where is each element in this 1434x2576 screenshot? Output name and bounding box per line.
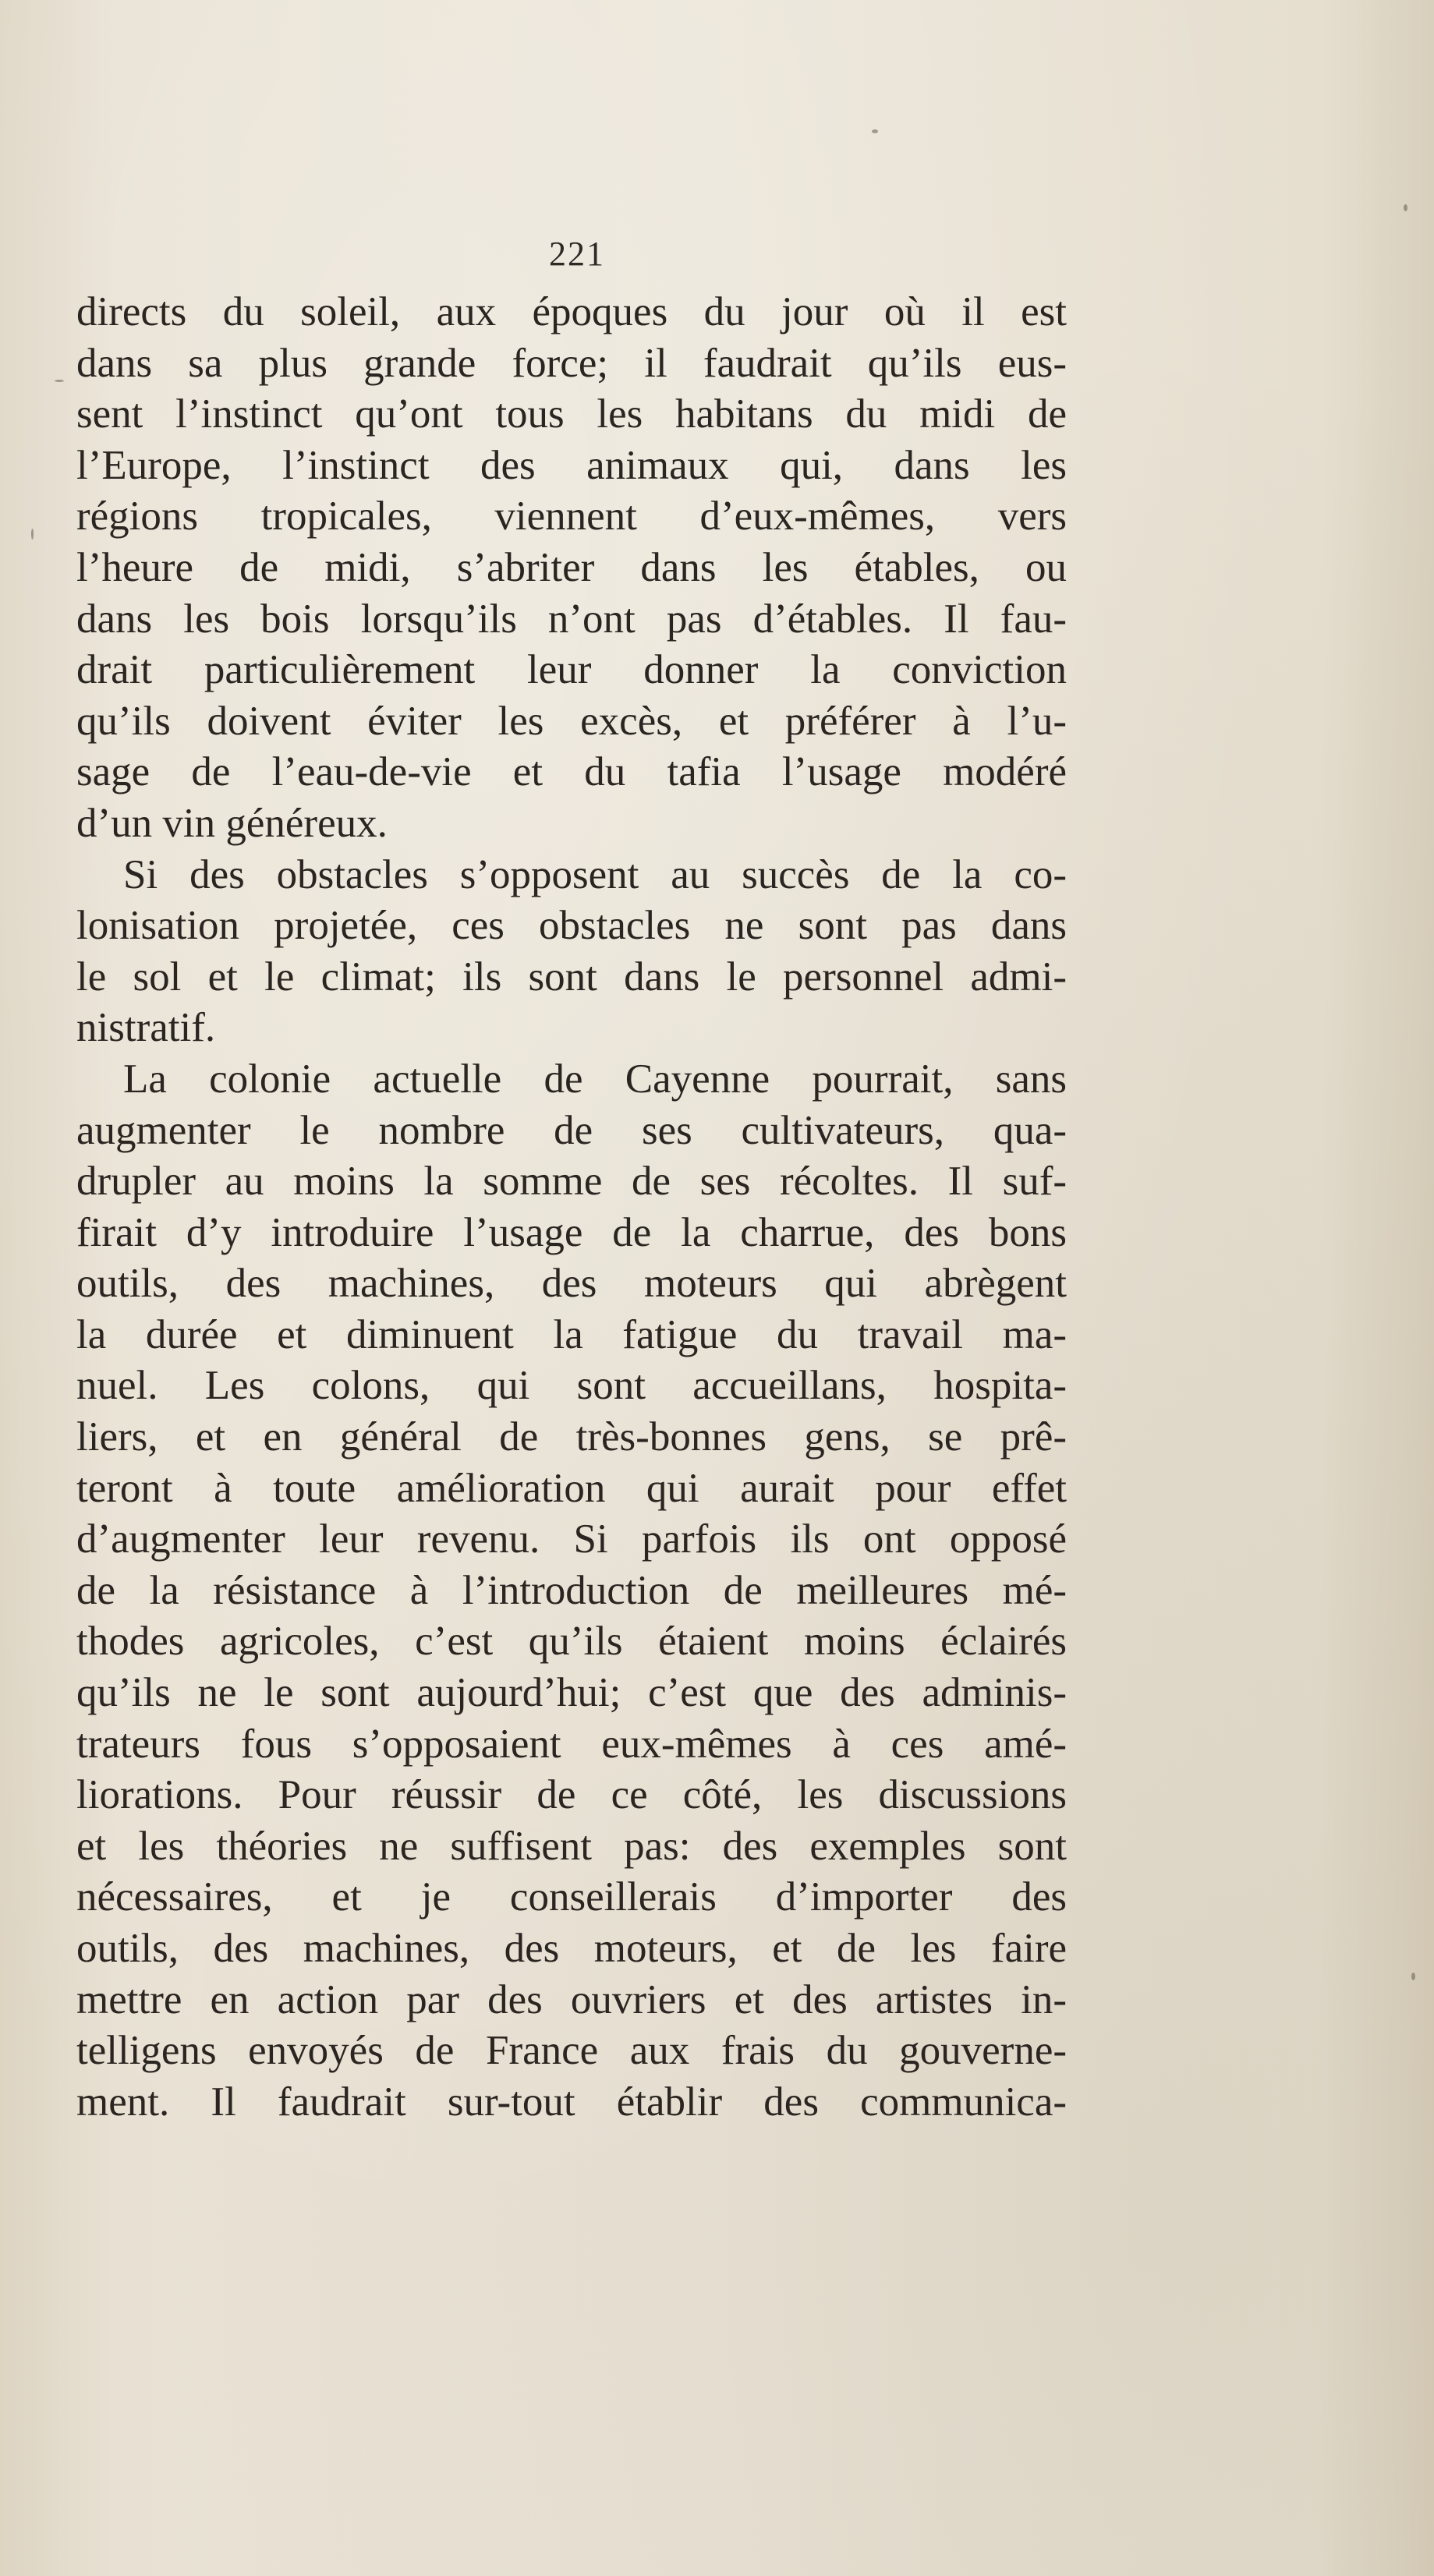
text-line: trateurs fous s’opposaient eux-mêmes à ces amé- (76, 1721, 1067, 1767)
paper-speck (872, 129, 878, 133)
text-line: sage de l’eau-de-vie et du tafia l’usage modéré (76, 749, 1067, 795)
text-line: de la résistance à l’introduction de meilleures mé- (76, 1567, 1067, 1613)
page-body-text (76, 287, 1067, 2128)
text-line: thodes agricoles, c’est qu’ils étaient moins éclairés (76, 1619, 1067, 1665)
text-line: La colonie actuelle de Cayenne pourrait, sans (123, 1056, 1067, 1102)
text-line: outils, des machines, des moteurs qui abrègent (76, 1261, 1067, 1307)
paper-speck (31, 529, 34, 540)
paper-speck (1411, 1973, 1415, 1980)
text-line: firait d’y introduire l’usage de la charrue, des bons (76, 1209, 1067, 1255)
text-line: mettre en action par des ouvriers et des artistes in- (76, 1976, 1067, 2022)
text-line: la durée et diminuent la fatigue du travail ma- (76, 1311, 1067, 1357)
text-line: et les théories ne suffisent pas: des exemples sont (76, 1823, 1067, 1869)
text-line: régions tropicales, viennent d’eux-mêmes, vers (76, 494, 1067, 540)
text-line: nuel. Les colons, qui sont accueillans, hospita- (76, 1363, 1067, 1409)
text-line: dans les bois lorsqu’ils n’ont pas d’étables. Il fau- (76, 596, 1067, 642)
text-line: teront à toute amélioration qui aurait pour effet (76, 1465, 1067, 1511)
text-line: ment. Il faudrait sur-tout établir des communica- (76, 2079, 1067, 2125)
text-line: directs du soleil, aux époques du jour où il est (76, 289, 1067, 334)
text-line: l’heure de midi, s’abriter dans les étables, ou (76, 544, 1067, 590)
text-line: nistratif. (76, 1005, 216, 1051)
text-line: liorations. Pour réussir de ce côté, les discussions (76, 1772, 1067, 1818)
text-line: qu’ils ne le sont aujourd’hui; c’est que des adminis- (76, 1670, 1067, 1716)
text-line: d’augmenter leur revenu. Si parfois ils ont opposé (76, 1516, 1067, 1562)
text-line: dans sa plus grande force; il faudrait qu’ils eus- (76, 340, 1067, 386)
text-line: le sol et le climat; ils sont dans le personnel admi- (76, 954, 1067, 1000)
text-line: telligens envoyés de France aux frais du gouverne- (76, 2028, 1067, 2074)
text-line: lonisation projetée, ces obstacles ne sont pas dans (76, 903, 1067, 949)
text-line: sent l’instinct qu’ont tous les habitans du midi de (76, 391, 1067, 437)
text-line: outils, des machines, des moteurs, et de les faire (76, 1926, 1067, 1971)
paper-speck (55, 380, 64, 382)
text-line: augmenter le nombre de ses cultivateurs, qua- (76, 1107, 1067, 1153)
text-line: nécessaires, et je conseillerais d’importer des (76, 1874, 1067, 1920)
text-line: qu’ils doivent éviter les excès, et préférer à l’u- (76, 698, 1067, 744)
text-line: d’un vin généreux. (76, 800, 388, 846)
text-line: Si des obstacles s’opposent au succès de la co- (123, 851, 1067, 897)
page-number: 221 (549, 235, 605, 273)
text-line: liers, et en général de très-bonnes gens, se prê- (76, 1414, 1067, 1460)
paper-speck (1404, 204, 1407, 211)
text-line: l’Europe, l’instinct des animaux qui, dans les (76, 442, 1067, 488)
text-line: drait particulièrement leur donner la conviction (76, 647, 1067, 693)
text-line: drupler au moins la somme de ses récoltes. Il suf- (76, 1159, 1067, 1205)
